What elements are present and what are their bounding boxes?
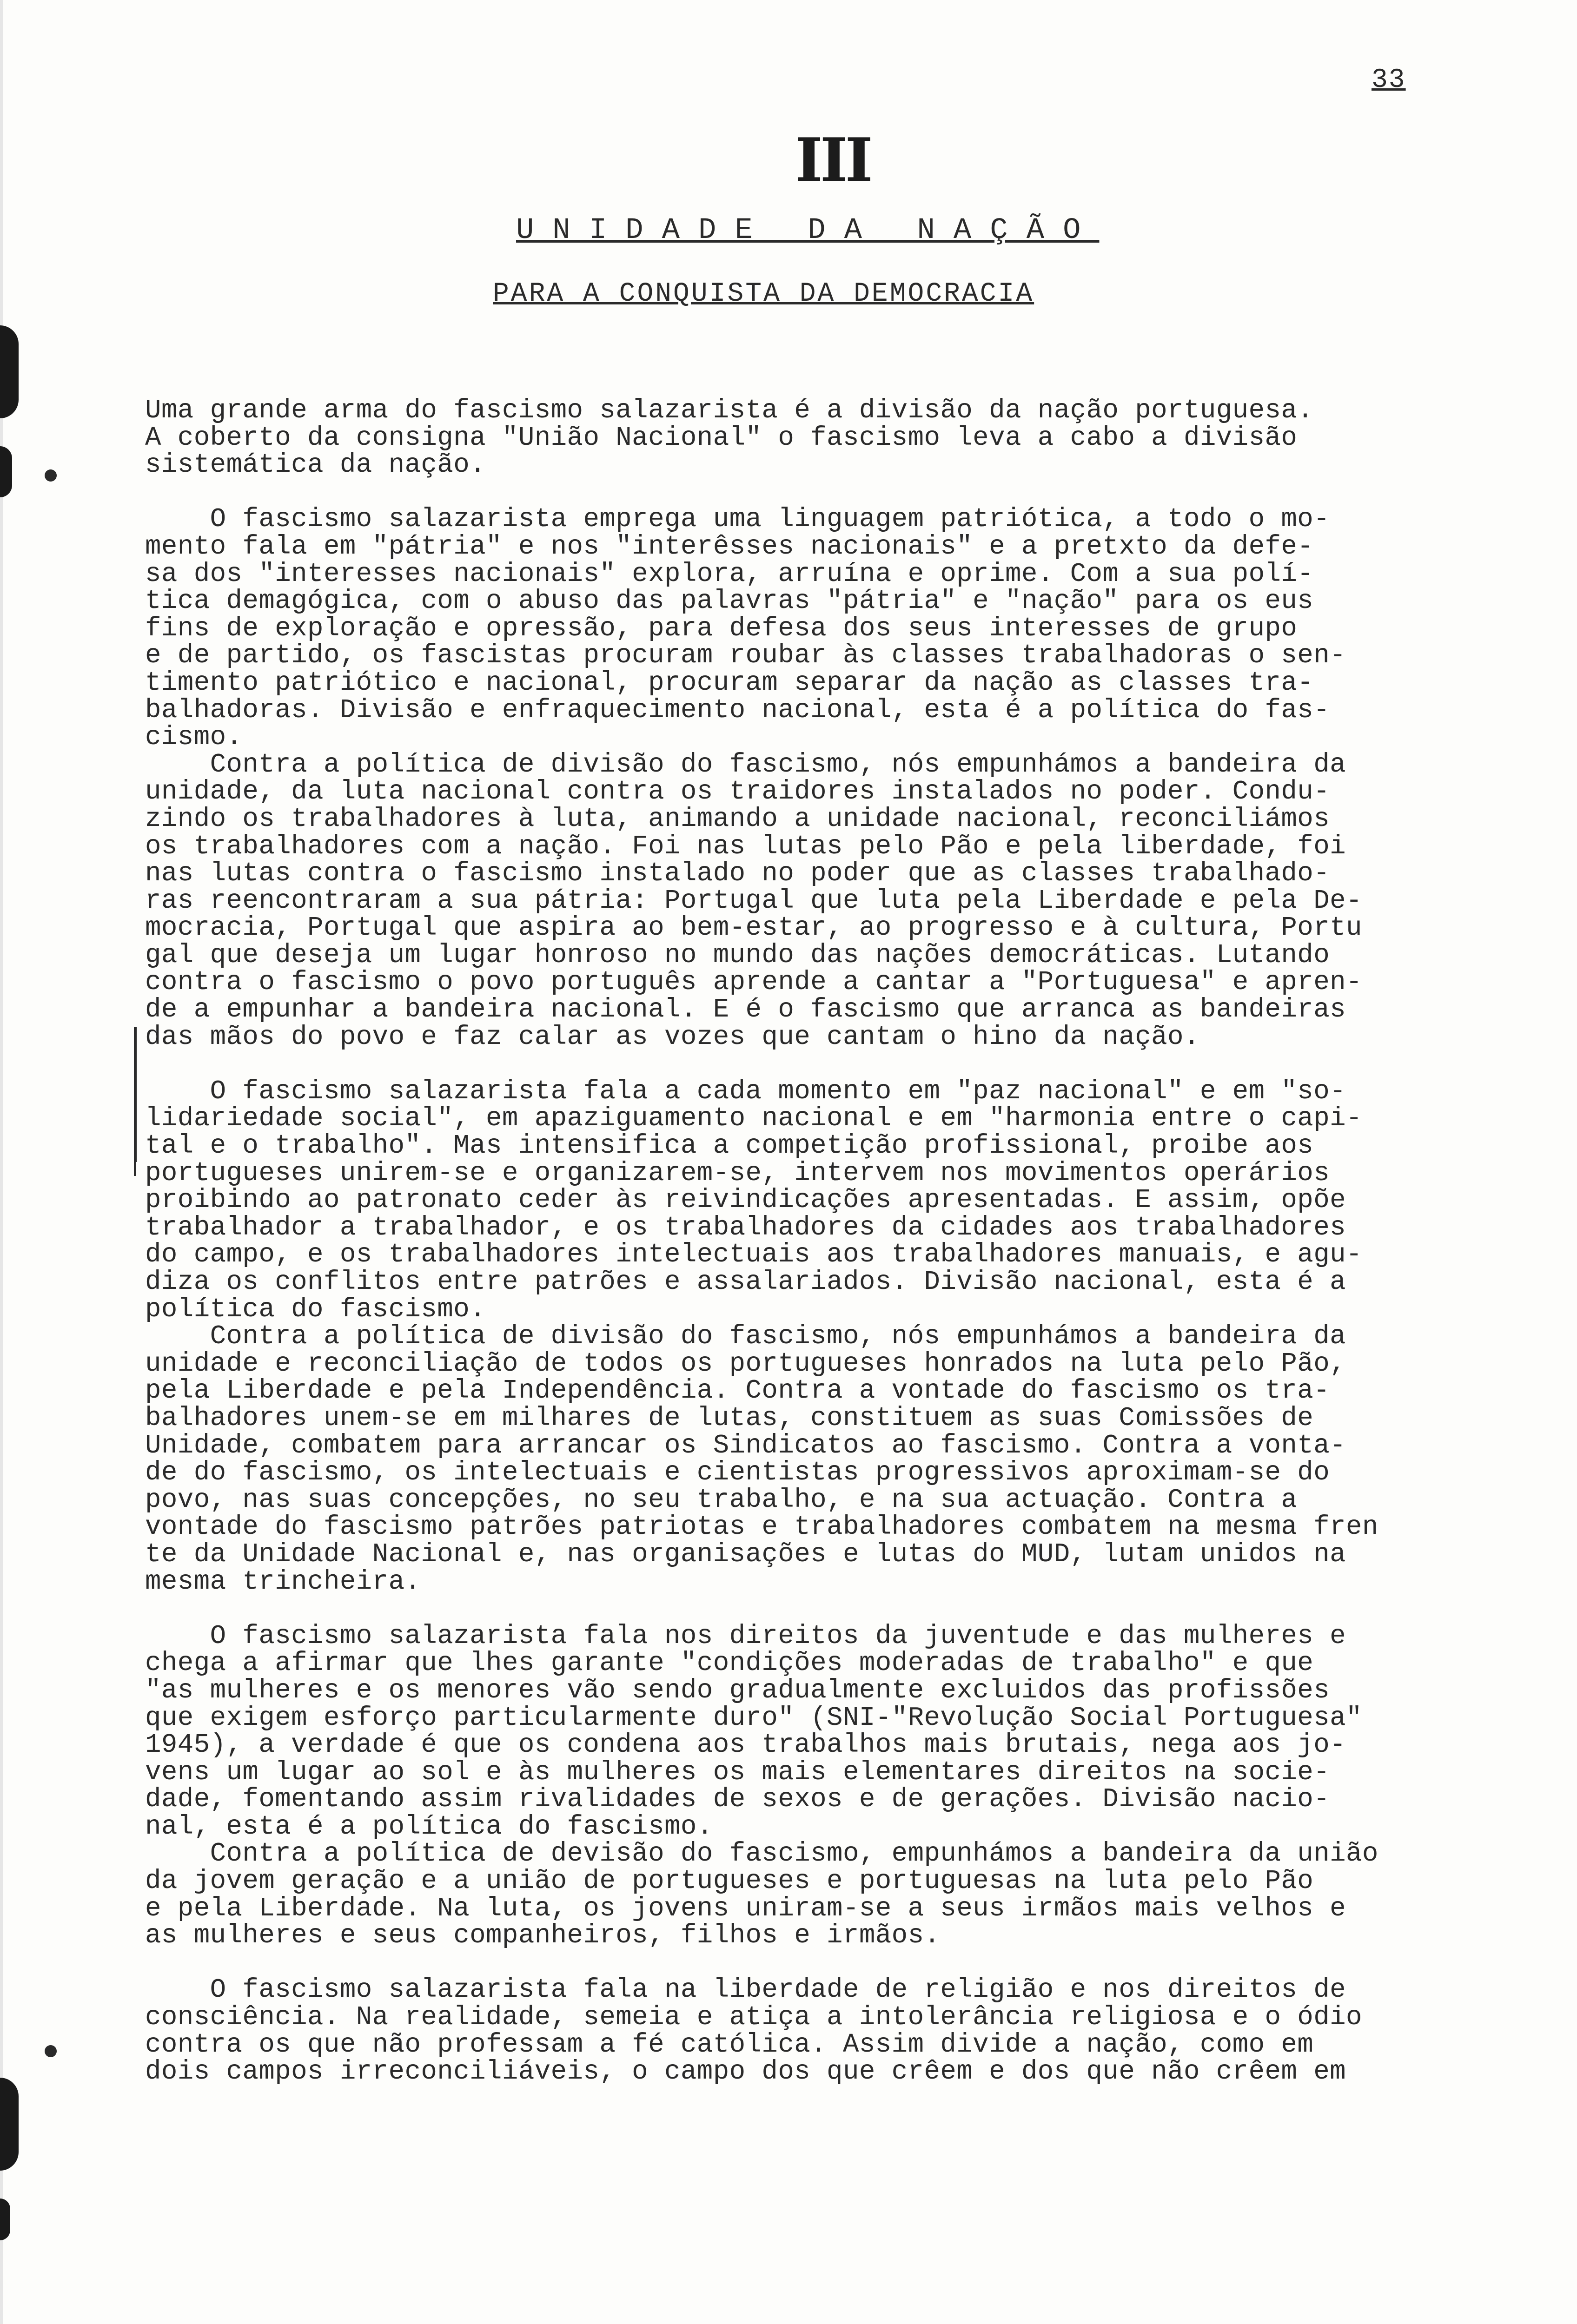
text-line: A coberto da consigna "União Nacional" o fascismo leva a cabo a divisão: [145, 423, 1298, 453]
text-line: [145, 1596, 1540, 1623]
punch-dot-mark: [45, 2045, 57, 2057]
text-line: as mulheres e seus companheiros, filhos e irmãos.: [145, 1921, 941, 1951]
margin-annotation-bar: [134, 1143, 136, 1176]
text-line: te da Unidade Nacional e, nas organisações e lutas do MUD, lutam unidos na: [145, 1539, 1346, 1570]
text-line: O fascismo salazarista fala a cada momento em "paz nacional" e em "so-: [145, 1076, 1346, 1107]
text-line: [145, 1950, 1540, 1977]
text-line: tal e o trabalho". Mas intensifica a competição profissional, proibe aos: [145, 1131, 1314, 1162]
text-line: unidade e reconciliação de todos os portugueses honrados na luta pelo Pão,: [145, 1348, 1346, 1379]
text-line: os trabalhadores com a nação. Foi nas lutas pelo Pão e pela liberdade, foi: [145, 831, 1346, 862]
margin-annotation-bar: [134, 1027, 137, 1162]
text-line: tica demagógica, com o abuso das palavras "pátria" e "nação" para os eus: [145, 586, 1314, 617]
text-line: cismo.: [145, 722, 243, 753]
text-line: proibindo ao patronato ceder às reivindicações apresentadas. E assim, opõe: [145, 1185, 1346, 1216]
text-line: 1945), a verdade é que os condena aos trabalhos mais brutais, nega aos jo-: [145, 1730, 1346, 1761]
text-line: que exigem esforço particularmente duro" (SNI-"Revolução Social Portuguesa": [145, 1703, 1362, 1733]
text-line: Contra a política de divisão do fascismo, nós empunhámos a bandeira da: [145, 749, 1346, 780]
text-line: vontade do fascismo patrões patriotas e trabalhadores combatem na mesma fren: [145, 1512, 1378, 1543]
text-line: Contra a política de devisão do fascismo, empunhámos a bandeira da união: [145, 1839, 1378, 1869]
text-line: sa dos "interesses nacionais" explora, arruína e oprime. Com a sua polí-: [145, 559, 1314, 589]
text-line: gal que deseja um lugar honroso no mundo das nações democráticas. Lutando: [145, 940, 1330, 971]
text-line: nas lutas contra o fascismo instalado no poder que as classes trabalhado-: [145, 858, 1330, 889]
binder-hole-bottom: [0, 2078, 19, 2171]
text-line: portugueses unirem-se e organizarem-se, intervem nos movimentos operários: [145, 1158, 1330, 1188]
text-line: diza os conflitos entre patrões e assalariados. Divisão nacional, esta é a: [145, 1267, 1346, 1297]
text-line: Uma grande arma do fascismo salazarista é a divisão da nação portuguesa.: [145, 396, 1314, 426]
text-line: "as mulheres e os menores vão sendo gradualmente excluidos das profissões: [145, 1675, 1330, 1706]
text-line: balhadores unem-se em milhares de lutas, constituem as suas Comissões de: [145, 1403, 1314, 1433]
chapter-title: UNIDADE DA NAÇÃO: [516, 214, 1100, 247]
text-line: sistemática da nação.: [145, 450, 486, 481]
text-line: de do fascismo, os intelectuais e cientistas progressivos aproximam-se do: [145, 1458, 1330, 1488]
text-line: política do fascismo.: [145, 1294, 486, 1325]
text-line: dade, fomentando assim rivalidades de sexos e de gerações. Divisão nacio-: [145, 1784, 1330, 1815]
text-line: [145, 479, 1540, 507]
text-line: vens um lugar ao sol e às mulheres os mais elementares direitos na socie-: [145, 1757, 1330, 1788]
text-line: O fascismo salazarista fala na liberdade de religião e nos direitos de: [145, 1975, 1346, 2006]
text-line: unidade, da luta nacional contra os traidores instalados no poder. Condu-: [145, 777, 1330, 807]
text-line: da jovem geração e a união de portugueses e portuguesas na luta pelo Pão: [145, 1866, 1314, 1897]
text-line: de a empunhar a bandeira nacional. E é o fascismo que arranca as bandeiras: [145, 995, 1346, 1025]
text-line: [145, 1051, 1540, 1078]
text-line: mocracia, Portugal que aspira ao bem-estar, ao progresso e à cultura, Portu: [145, 913, 1362, 944]
text-line: povo, nas suas concepções, no seu trabalho, e na sua actuação. Contra a: [145, 1485, 1298, 1515]
text-line: dois campos irreconciliáveis, o campo dos que crêem e dos que não crêem em: [145, 2057, 1346, 2087]
text-line: Contra a política de divisão do fascismo, nós empunhámos a bandeira da: [145, 1321, 1346, 1352]
text-line: pela Liberdade e pela Independência. Contra a vontade do fascismo os tra-: [145, 1376, 1330, 1406]
text-line: trabalhador a trabalhador, e os trabalhadores da cidades aos trabalhadores: [145, 1212, 1346, 1243]
text-line: e de partido, os fascistas procuram roubar às classes trabalhadoras o sen-: [145, 640, 1346, 671]
text-line: das mãos do povo e faz calar as vozes que cantam o hino da nação.: [145, 1022, 1200, 1052]
body-text: [145, 397, 1540, 2086]
chapter-subtitle: PARA A CONQUISTA DA DEMOCRACIA: [493, 279, 1034, 309]
text-line: chega a afirmar que lhes garante "condições moderadas de trabalho" e que: [145, 1648, 1314, 1679]
page-number: 33: [1372, 65, 1406, 95]
text-line: mento fala em "pátria" e nos "interêsses nacionais" e a pretxto da defe-: [145, 531, 1314, 562]
text-line: nal, esta é a política do fascismo.: [145, 1811, 713, 1842]
binder-hole-top-small: [0, 446, 12, 497]
binder-hole-bottom-small: [0, 2199, 10, 2240]
text-line: lidariedade social", em apaziguamento nacional e em "harmonia entre o capi-: [145, 1103, 1362, 1134]
binder-hole-top: [0, 325, 19, 418]
text-line: balhadoras. Divisão e enfraquecimento nacional, esta é a política do fas-: [145, 695, 1330, 726]
text-line: ras reencontraram a sua pátria: Portugal que luta pela Liberdade e pela De-: [145, 885, 1362, 916]
chapter-numeral: III: [795, 125, 870, 195]
text-line: timento patriótico e nacional, procuram separar da nação as classes tra-: [145, 667, 1314, 698]
text-line: do campo, e os trabalhadores intelectuais aos trabalhadores manuais, e agu-: [145, 1240, 1362, 1270]
text-line: fins de exploração e opressão, para defesa dos seus interesses de grupo: [145, 613, 1298, 644]
text-line: consciência. Na realidade, semeia e atiça a intolerância religiosa e o ódio: [145, 2002, 1362, 2033]
text-line: contra o fascismo o povo português aprende a cantar a "Portuguesa" e apren-: [145, 967, 1362, 998]
text-line: e pela Liberdade. Na luta, os jovens uniram-se a seus irmãos mais velhos e: [145, 1893, 1346, 1924]
text-line: mesma trincheira.: [145, 1566, 421, 1597]
text-line: contra os que não professam a fé católica. Assim divide a nação, como em: [145, 2029, 1314, 2060]
text-line: Unidade, combatem para arrancar os Sindicatos ao fascismo. Contra a vonta-: [145, 1430, 1346, 1461]
text-line: O fascismo salazarista emprega uma linguagem patriótica, a todo o mo-: [145, 504, 1330, 535]
text-line: zindo os trabalhadores à luta, animando a unidade nacional, reconciliámos: [145, 804, 1330, 834]
text-line: O fascismo salazarista fala nos direitos da juventude e das mulheres e: [145, 1621, 1346, 1651]
punch-dot-mark: [45, 469, 57, 482]
